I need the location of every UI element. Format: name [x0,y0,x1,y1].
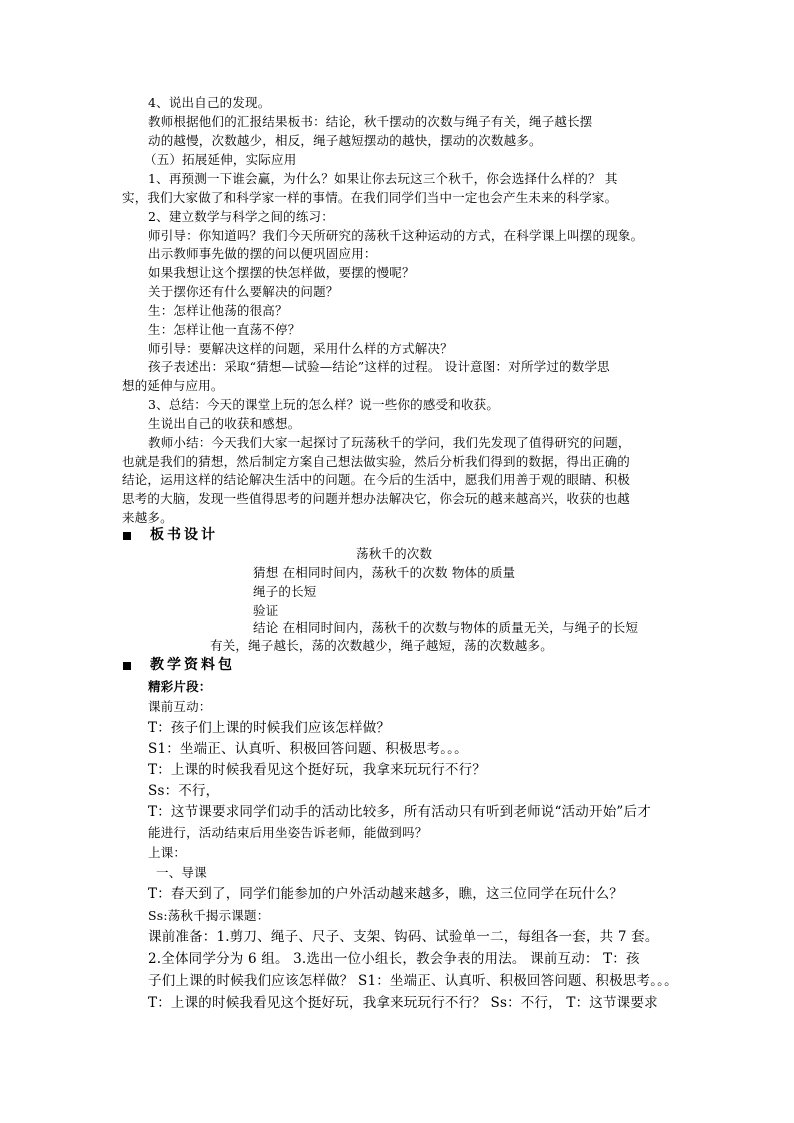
text-line: 4、说出自己的发现。 [148,95,271,110]
text-line: 上课： [148,845,187,860]
text-line: 生说出自己的收获和感想。 [148,416,301,431]
text-line: 生：怎样让他荡的很高？ [148,303,288,318]
text-line: 教师小结：今天我们大家一起探讨了玩荡秋千的学问，我们先发现了值得研究的问题， [148,435,631,450]
text-line: 想的延伸与应用。 [122,378,224,393]
text-line: T：孩子们上课的时候我们应该怎样做？ [148,720,391,736]
text-line: 一、导课 [156,865,207,880]
text-line: 动的越慢，次数越少，相反，绳子越短摆动的越快，摆动的次数越多。 [148,133,542,148]
text-line: 3、总结：今天的课堂上玩的怎么样？说一些你的感受和收获。 [148,397,500,412]
board-line: 绳子的长短 [253,584,317,599]
text-line: 实，我们大家做了和科学家一样的事情。在我们同学们当中一定也会产生未来的科学家。 [122,190,618,205]
text-line: 如果我想让这个摆摆的快怎样做，要摆的慢呢？ [148,265,415,280]
text-line: 课前准备：1.剪刀、绳子、尺子、支架、钩码、试验单一二，每组各一套，共 7 套。 [148,929,659,945]
board-line: 猜想 在相同时间内，荡秋千的次数 物体的质量 [253,565,516,580]
text-line: 出示教师事先做的摆的问以便巩固应用： [148,246,377,261]
text-line: （五）拓展延伸，实际应用 [144,152,297,167]
board-line: 验证 [253,603,279,618]
text-line: S1：坐端正、认真听、积极回答问题、积极思考。。。 [148,741,468,757]
text-line: 来越多。 [122,510,173,525]
section-heading: 板书设计 [150,527,218,543]
text-line: T：春天到了，同学们能参加的户外活动越来越多，瞧，这三位同学在玩什么？ [148,886,624,902]
text-line: T：这节课要求同学们动手的活动比较多，所有活动只有听到老师说“活动开始”后才 [148,804,651,820]
text-line: 课前互动： [148,699,212,714]
text-line: 1、再预测一下谁会赢，为什么？如果让你去玩这三个秋千，你会选择什么样的？ 其 [148,171,618,186]
text-line: 子们上课的时候我们应该怎样做？ S1：坐端正、认真听、积极回答问题、积极思考。。。 [148,973,678,989]
text-line: 师引导：你知道吗？我们今天所研究的荡秋千这种运动的方式，在科学课上叫摆的现象。 [148,228,644,243]
text-line: Ss:荡秋千揭示课题： [148,908,270,923]
text-line: Ss：不行， [148,783,220,799]
section-heading: 教学资料包 [150,657,235,673]
section-bullet-icon [123,532,131,540]
text-line: 能进行，活动结束后用坐姿告诉老师，能做到吗？ [148,825,428,840]
text-line: 关于摆你还有什么要解决的问题？ [148,284,339,299]
text-line: T：上课的时候我看见这个挺好玩，我拿来玩玩行不行？ Ss：不行， T：这节课要求 [148,995,658,1011]
text-line: 生：怎样让他一直荡不停？ [148,322,301,337]
board-line: 有关，绳子越长，荡的次数越少，绳子越短，荡的次数越多。 [210,638,553,653]
text-line: 2.全体同学分为 6 组。 3.选出一位小组长，教会争表的用法。 课前互动： T：孩 [148,951,640,967]
text-line: 教师根据他们的汇报结果板书：结论，秋千摆动的次数与绳子有关，绳子越长摆 [148,114,593,129]
text-line: 也就是我们的猜想，然后制定方案自己想法做实验，然后分析我们得到的数据，得出正确的 [122,454,631,469]
board-title: 荡秋千的次数 [356,546,433,561]
text-line: 结论，运用这样的结论解决生活中的问题。在今后的生活中，愿我们用善于观的眼睛、积极 [122,472,631,487]
board-line: 结论 在相同时间内，荡秋千的次数与物体的质量无关，与绳子的长短 [253,620,639,635]
section-bullet-icon [123,662,131,670]
text-line: T：上课的时候我看见这个挺好玩，我拿来玩玩行不行？ [148,762,487,778]
text-line: 孩子表述出：采取“猜想—试验—结论”这样的过程。 设计意图：对所学过的数学思 [148,359,610,374]
text-line: 思考的大脑，发现一些值得思考的问题并想办法解决它，你会玩的越来越高兴，收获的也越 [122,491,631,506]
section-subtitle: 精彩片段： [148,679,212,694]
text-line: 2、建立数学与科学之间的练习： [148,209,334,224]
text-line: 师引导：要解决这样的问题，采用什么样的方式解决？ [148,341,453,356]
